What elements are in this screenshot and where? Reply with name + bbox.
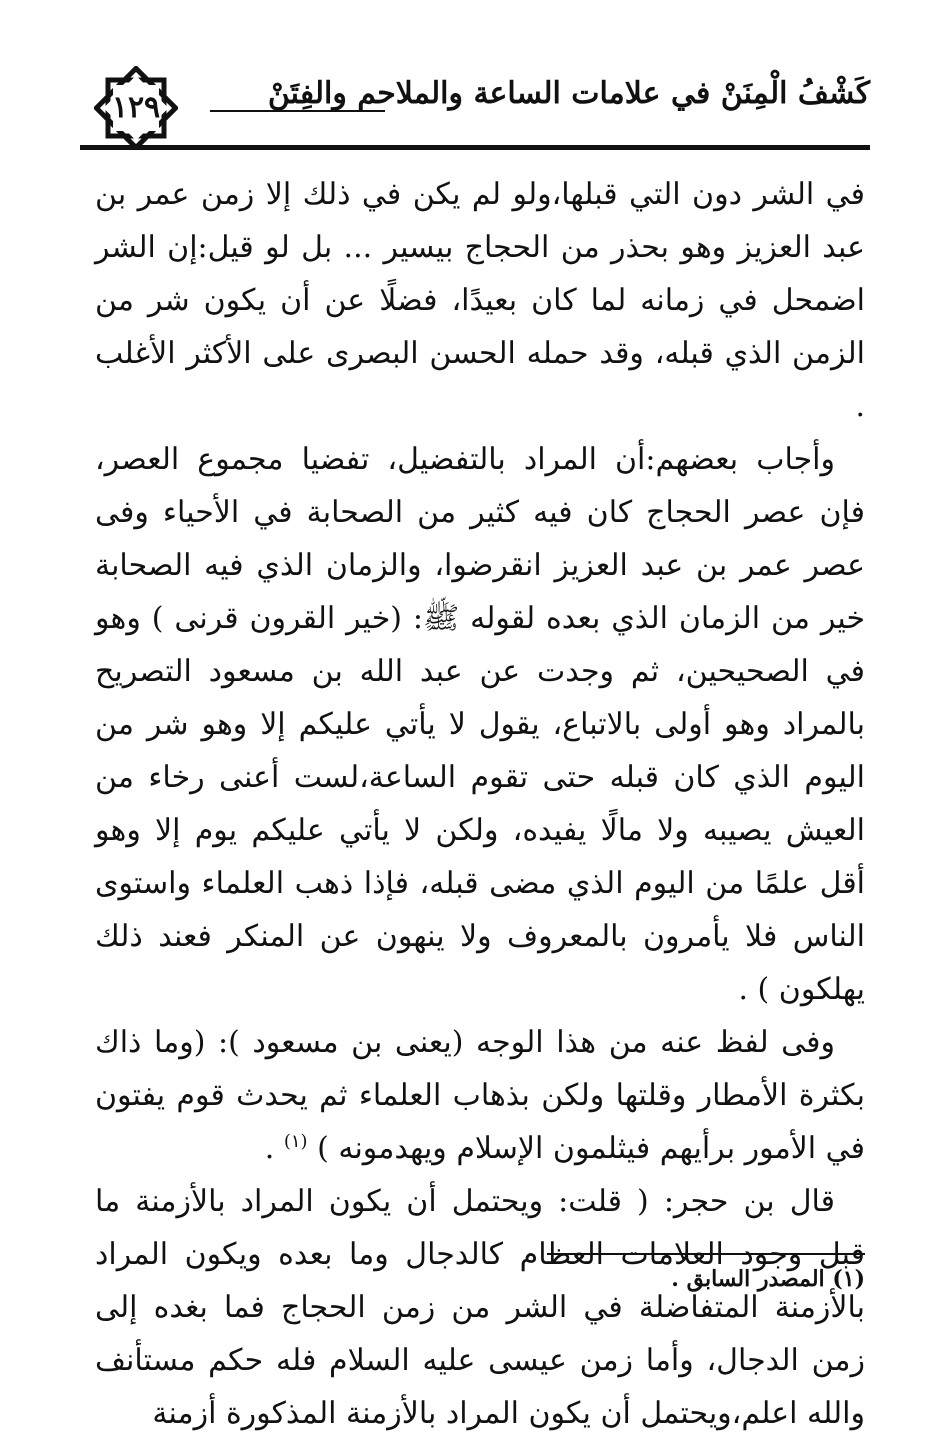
paragraph-3 xyxy=(95,1016,865,1175)
header-rule xyxy=(80,145,870,150)
footnote-separator xyxy=(547,1253,865,1255)
paragraph-4: قال بن حجر: ( قلت: ويحتمل أن يكون المراد بالأزمنة ما قبل وجود العلامات العظام كالدجال وما بعده ويكون المراد بالأزمنة المتفاضلة في الشر من زمن الحجاج فما بغده إلى زمن الدجال، وأما زمن عيسى عليه السلام فله حكم مستأنف والله اعلم،ويحتمل أن يكون المراد بالأزمنة المذكورة أزمنة xyxy=(95,1184,865,1431)
page-number-badge xyxy=(94,66,178,150)
paragraph-3-text: وفى لفظ عنه من هذا الوجه (يعنى بن مسعود ): (وما ذاك بكثرة الأمطار وقلتها ولكن بذهاب العلماء ثم يحدث قوم يفتون في الأمور برأيهم فيثلمون الإسلام ويهدمونه ) xyxy=(95,1025,865,1166)
paragraph-2: وأجاب بعضهم:أن المراد بالتفضيل، تفضيا مجموع العصر، فإن عصر الحجاج كان فيه كثير من الصحابة في الأحياء وفى عصر عمر بن عبد العزيز انقرضوا، والزمان الذي فيه الصحابة خير من الزمان الذي بعده لقوله ﷺ: (خير القرون قرنى ) وهو في الصحيحين، ثم وجدت عن عبد الله بن مسعود التصريح بالمراد وهو أولى بالاتباع، يقول لا يأتي عليكم إلا وهو شر من اليوم الذي كان قبله حتى تقوم الساعة،لست أعنى رخاء من العيش يصيبه ولا مالًا يفيده، ولكن لا يأتي عليكم يوم إلا وهو أقل علمًا من اليوم الذي مضى قبله، فإذا ذهب العلماء واستوى الناس فلا يأمرون بالمعروف ولا ينهون عن المنكر فعند ذلك يهلكون ) . xyxy=(95,442,866,1007)
footnote-text: (١) المصدر السابق . xyxy=(671,1266,865,1292)
paragraph-1: في الشر دون التي قبلها،ولو لم يكن في ذلك إلا زمن عمر بن عبد العزيز وهو بحذر من الحجاج بيسير ... بل لو قيل:إن الشر اضمحل في زمانه لما كان بعيدًا، فضلًا عن أن يكون شر من الزمن الذي قبله، وقد حمله الحسن البصرى على الأكثر الأغلب . xyxy=(95,177,865,424)
paragraph-3-end: . xyxy=(264,1131,284,1166)
page-number: ١٢٩ xyxy=(111,90,161,125)
footnote-reference: (١) xyxy=(283,1131,308,1152)
header-dash xyxy=(210,110,385,112)
main-text xyxy=(95,168,865,1440)
book-title: كَشْفُ الْمِنَنْ في علامات الساعة والملاحم والفِتَنْ xyxy=(267,76,870,111)
page-header xyxy=(80,62,870,150)
